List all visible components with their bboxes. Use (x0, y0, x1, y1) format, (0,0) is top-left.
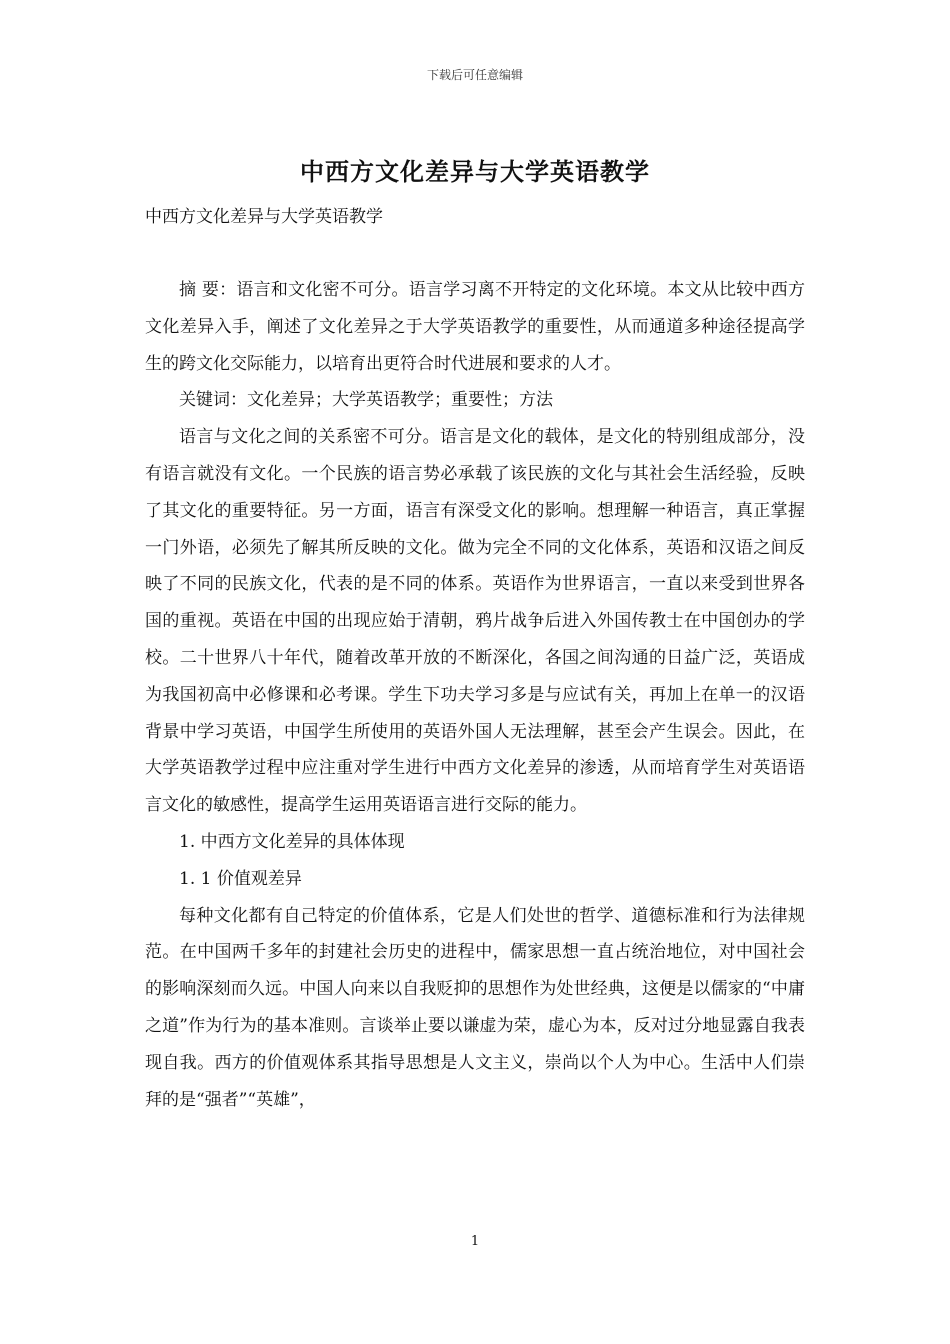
keywords-line: 关键词：文化差异；大学英语教学；重要性；方法 (179, 390, 553, 411)
body-paragraph: 语言与文化之间的关系密不可分。语言是文化的载体，是文化的特别组成部分，没有语言就没有文化。一个民族的语言势必承载了该民族的文化与其社会生活经验，反映了其文化的重要特征。另一方面，语言有深受文化的影响。想理解一种语言，真正掌握一门外语，必须先了解其所反映的文化。做为完全不同的文化体系，英语和汉语之间反映了不同的民族文化，代表的是不同的体系。英语作为世界语言，一直以来受到世界各国的重视。英语在中国的出现应始于清朝，鸦片战争后进入外国传教士在中国创办的学校。二十世界八十年代，随着改革开放的不断深化，各国之间沟通的日益广泛，英语成为我国初高中必修课和必考课。学生下功夫学习多是与应试有关，再加上在单一的汉语背景中学习英语，中国学生所使用的英语外国人无法理解，甚至会产生误会。因此，在大学英语教学过程中应注重对学生进行中西方文化差异的渗透，从而培育学生对英语语言文化的敏感性，提高学生运用英语语言进行交际的能力。 (145, 427, 805, 816)
header-note: 下载后可任意编辑 (426, 68, 523, 82)
document-subtitle: 中西方文化差异与大学英语教学 (145, 207, 383, 227)
page-number: 1 (470, 1234, 480, 1249)
abstract-paragraph: 摘 要：语言和文化密不可分。语言学习离不开特定的文化环境。本文从比较中西方文化差异入手，阐述了文化差异之于大学英语教学的重要性，从而通道多种途径提高学生的跨文化交际能力，以培育出更符合时代进展和要求的人才。 (145, 280, 805, 374)
subsection-heading: 1. 1 价值观差异 (179, 868, 302, 889)
section-heading: 1. 中西方文化差异的具体体现 (179, 831, 405, 852)
document-body (145, 272, 805, 1118)
document-title: 中西方文化差异与大学英语教学 (300, 157, 650, 186)
body-paragraph: 每种文化都有自己特定的价值体系，它是人们处世的哲学、道德标准和行为法律规范。在中国两千多年的封建社会历史的进程中，儒家思想一直占统治地位，对中国社会的影响深刻而久远。中国人向来以自我贬抑的思想作为处世经典，这便是以儒家的“中庸之道”作为行为的基本准则。言谈举止要以谦虚为荣，虚心为本，反对过分地显露自我表现自我。西方的价值观体系其指导思想是人文主义，崇尚以个人为中心。生活中人们崇拜的是“强者”“英雄”， (145, 905, 805, 1110)
